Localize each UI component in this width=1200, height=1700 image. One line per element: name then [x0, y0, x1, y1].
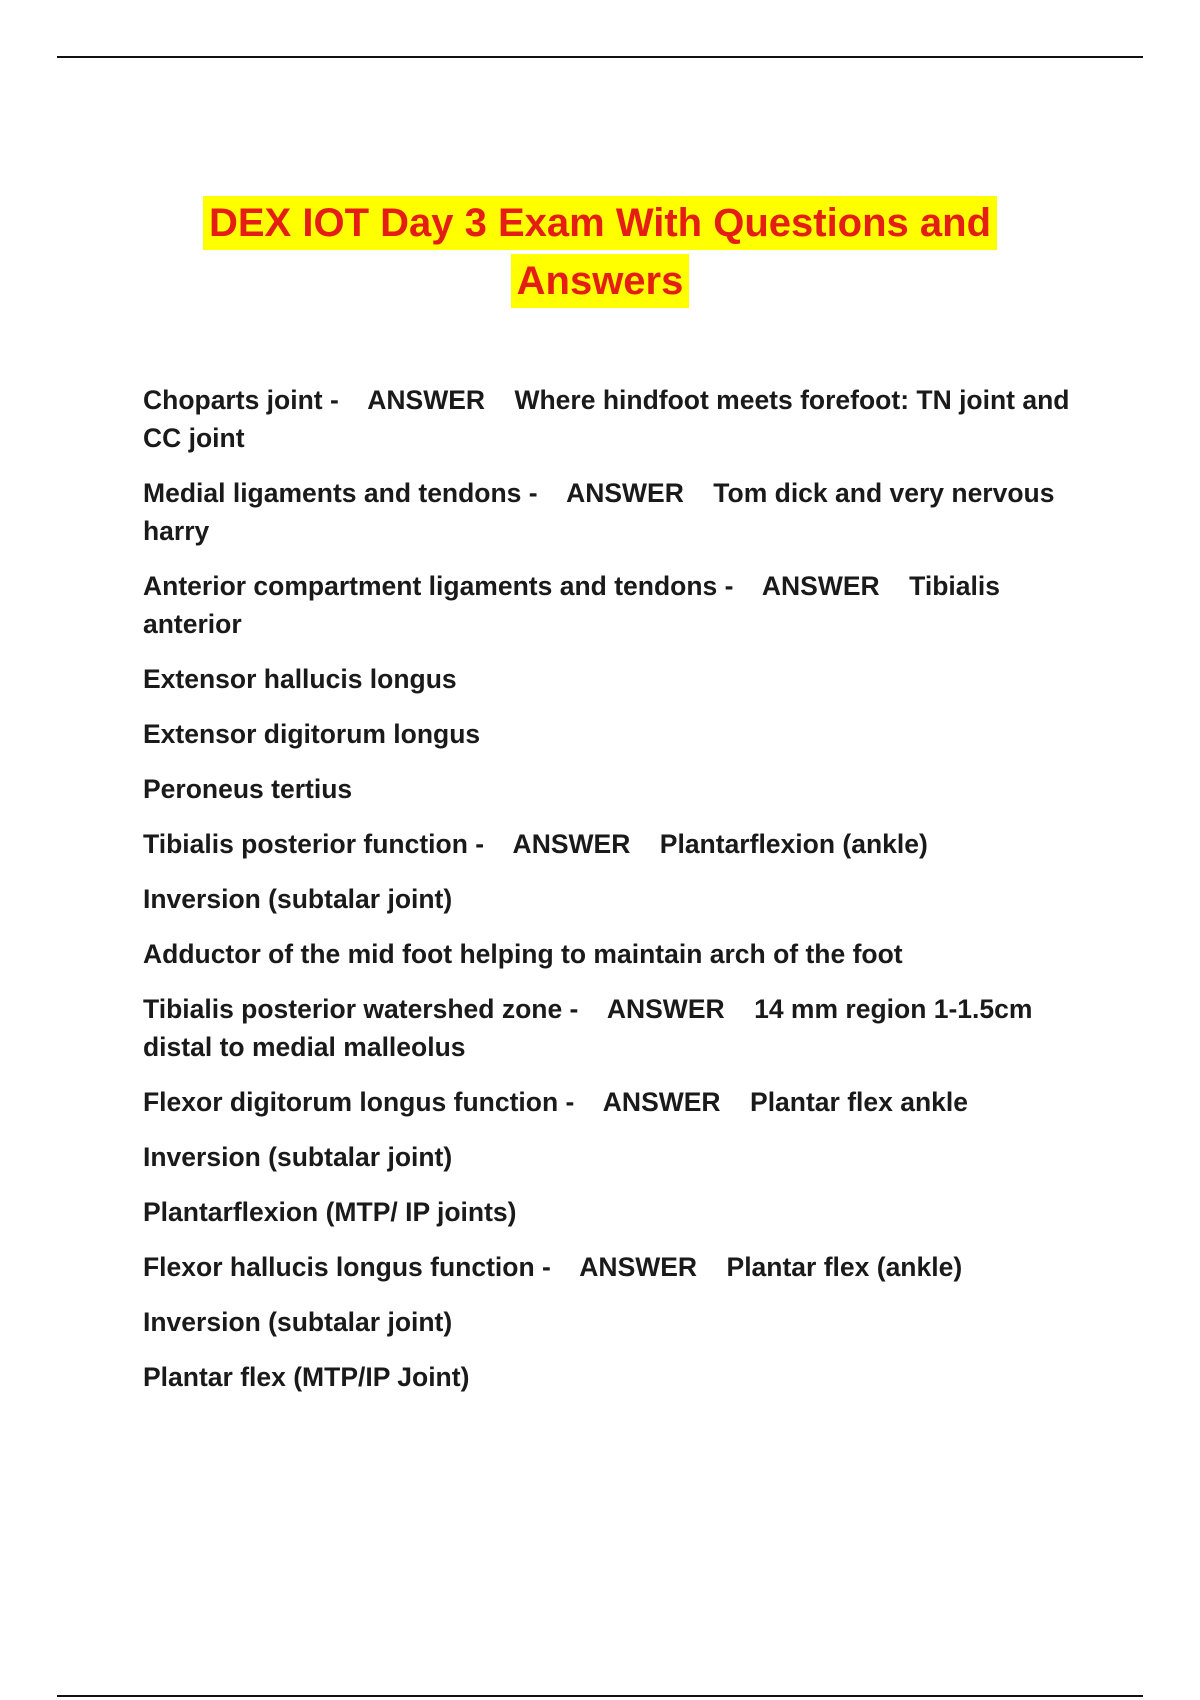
- qa-entry: Flexor digitorum longus function - ANSWER Plantar flex ankle: [143, 1087, 969, 1117]
- qa-entry: Flexor hallucis longus function - ANSWER Plantar flex (ankle): [143, 1252, 963, 1282]
- qa-entry: Tibialis posterior watershed zone - ANSWER 14 mm region 1-1.5cm distal to medial malleolus: [143, 994, 1040, 1062]
- qa-entry: Plantar flex (MTP/IP Joint): [143, 1362, 470, 1392]
- qa-entry: Extensor hallucis longus: [143, 664, 457, 694]
- qa-entry: Tibialis posterior function - ANSWER Plantarflexion (ankle): [143, 829, 928, 859]
- qa-entry: Choparts joint - ANSWER Where hindfoot meets forefoot: TN joint and CC joint: [143, 385, 1077, 453]
- page-title: [0, 196, 1200, 308]
- qa-entry: Plantarflexion (MTP/ IP joints): [143, 1197, 517, 1227]
- title-line-2: Answers: [511, 254, 690, 308]
- qa-entry: Inversion (subtalar joint): [143, 1142, 453, 1172]
- bottom-rule: [57, 1695, 1143, 1697]
- qa-list: [143, 381, 1083, 1413]
- qa-entry: Adductor of the mid foot helping to maintain arch of the foot: [143, 939, 903, 969]
- qa-entry: Medial ligaments and tendons - ANSWER Tom dick and very nervous harry: [143, 478, 1062, 546]
- qa-entry: Peroneus tertius: [143, 774, 353, 804]
- qa-entry: Extensor digitorum longus: [143, 719, 481, 749]
- top-rule: [57, 56, 1143, 58]
- qa-entry: Inversion (subtalar joint): [143, 884, 453, 914]
- qa-entry: Anterior compartment ligaments and tendons - ANSWER Tibialis anterior: [143, 571, 1008, 639]
- title-line-1: DEX IOT Day 3 Exam With Questions and: [203, 196, 997, 250]
- qa-entry: Inversion (subtalar joint): [143, 1307, 453, 1337]
